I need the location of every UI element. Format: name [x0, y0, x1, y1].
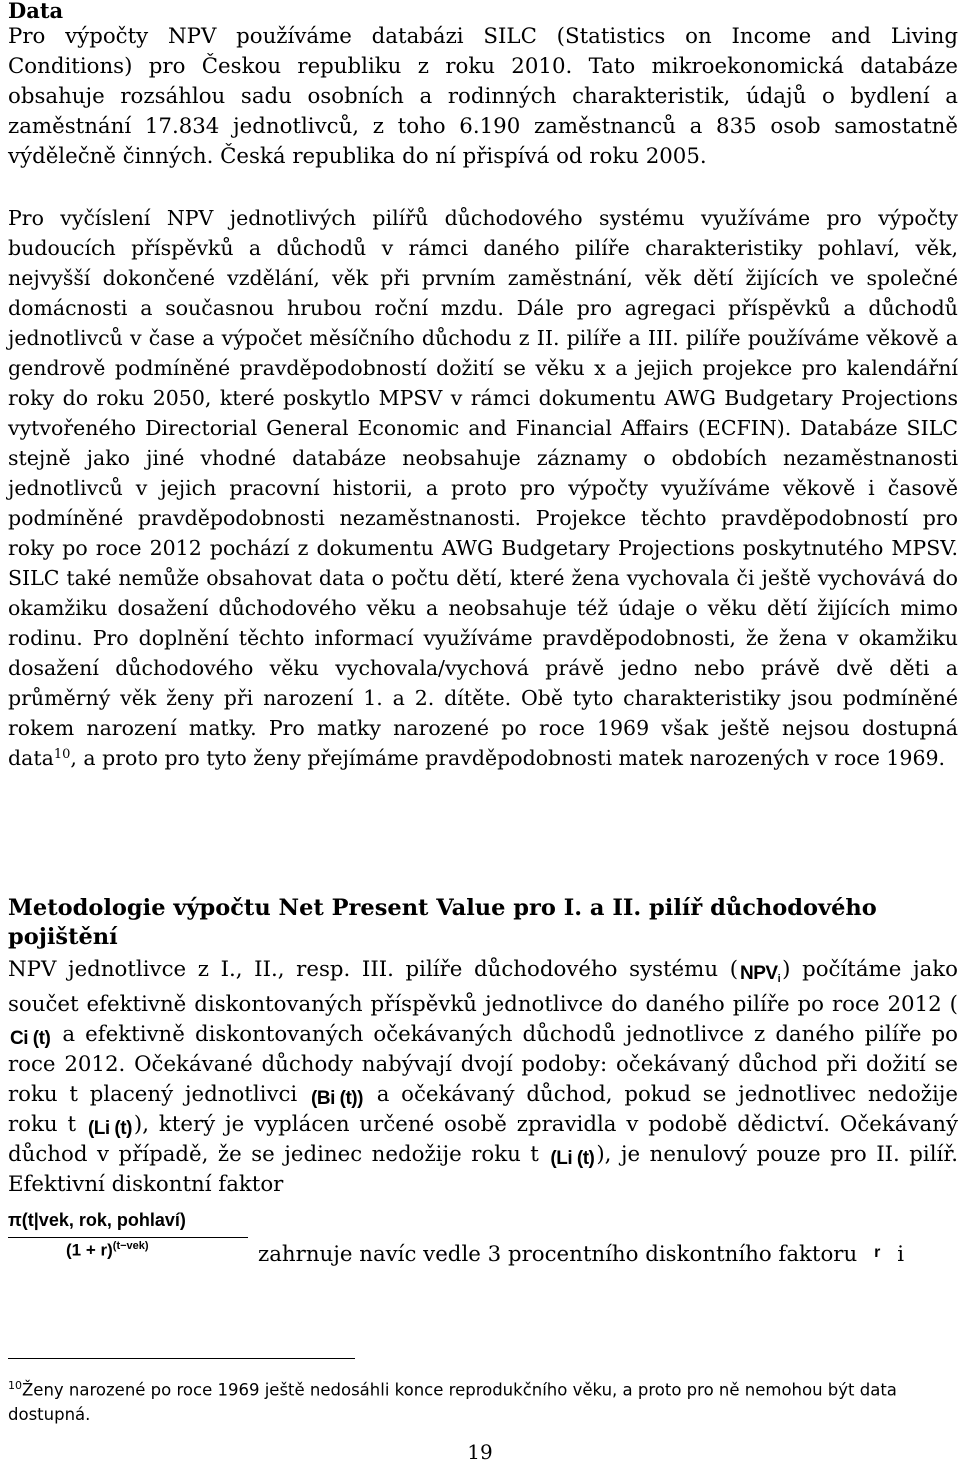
footnote-reference: 10 [53, 747, 71, 762]
paragraph-methodology [8, 955, 958, 1200]
formula-benefit-symbol [309, 1088, 365, 1110]
formula-inheritance-symbol-2 [548, 1148, 596, 1170]
formula-npv-symbol [738, 963, 782, 990]
footnote-text: Ženy narozené po roce 1969 ještě nedosáhli konce reprodukčního věku, a proto pro ně nemohou být data dostupná. [8, 1380, 897, 1424]
text-segment: ), je nenulový pouze pro II. pilíř. Efektivní diskontní faktor [8, 1142, 958, 1197]
formula-text: i (t)) [330, 1088, 363, 1109]
formula-text: C [10, 1028, 24, 1049]
paragraph-npv-method [8, 203, 958, 773]
formula-subscript: i [777, 973, 781, 985]
formula-rate-symbol: r [874, 1244, 881, 1261]
paragraph-continuation [258, 1238, 958, 1270]
formula-discount-factor [8, 1210, 248, 1262]
formula-denominator [66, 1240, 149, 1261]
text-segment: ), který je vyplácen určené osobě zpravidla v podobě dědictví. Očekávaný důchod v případě, že se jedinec nedožije roku t [8, 1112, 958, 1167]
paragraph-data-source: Pro výpočty NPV používáme databázi SILC (Statistics on Income and Living Conditions) pro Českou republiku z roku 2010. Tato mikroekonomická databáze obsahuje rozsáhlou sadu osobních a rodinných charakteristik, údajů o bydlení a zaměstnání 17.834 jednotlivců, z toho 6.190 zaměstnanců a 835 osob samostatně výdělečně činných. Česká republika do ní přispívá od roku 2005. [8, 24, 958, 169]
text-segment: a očekávaný důchod, pokud se jednotlivec nedožije roku t [8, 1082, 959, 1137]
formula-text: (1 + r) [66, 1240, 113, 1260]
formula-text: i (t) [23, 1028, 51, 1049]
formula-fraction-bar [8, 1237, 248, 1238]
formula-text: i (t) [567, 1148, 595, 1169]
text-segment: NPV jednotlivce z I., II., resp. III. pilíře důchodového systému ( [8, 957, 739, 982]
section-heading-methodology: Metodologie výpočtu Net Present Value pro I. a II. pilíř důchodového pojištění [8, 895, 877, 950]
section-heading-data: Data [8, 0, 64, 23]
formula-text: (B [311, 1088, 331, 1109]
text-segment: zahrnuje navíc vedle 3 procentního diskontního faktoru [258, 1242, 858, 1267]
text-segment: ) počítáme jako součet efektivně diskontovaných příspěvků jednotlivce do daného pilíře po roce 2012 ( [8, 957, 959, 1017]
text-segment: a efektivně diskontovaných očekávaných důchodů jednotlivce z daného pilíře po roce 2012. Očekávané důchody nabývají dvojí podoby: očekávaný důchod při dožití se roku t placený jednotlivci [8, 1022, 958, 1107]
paragraph-text: Pro vyčíslení NPV jednotlivých pilířů důchodového systému využíváme pro výpočty budoucích příspěvků a důchodů v rámci daného pilíře charakteristiky pohlaví, věk, nejvyšší dokončené vzdělání, věk při prvním zaměstnání, věk dětí žijících ve společné domácnosti a současnou hrubou roční mzdu. Dále pro agregaci příspěvků a důchodů jednotlivců v čase a výpočet měsíčního důchodu z II. pilíře a III. pilíře používáme věkově a gendrově podmíněné pravděpodobností dožití se věku x a jejich projekce pro kalendářní roky do roku 2050, které poskytlo MPSV v rámci dokumentu AWG Budgetary Projections vytvořeného Directorial General Economic and Financial Affairs (ECFIN). Databáze SILC stejně jako jiné vhodné databáze neobsahuje záznamy o obdobích nezaměstnanosti jednotlivců v jejich pracovní historii, a proto pro výpočty využíváme věkově i časově podmíněné pravděpodobnosti nezaměstnanosti. Projekce těchto pravděpodobností pro roky po roce 2012 pochází z dokumentu AWG Budgetary Projections poskytnutého MPSV. SILC také nemůže obsahovat data o počtu dětí, které žena vychovala či ještě vychovává do okamžiku dosažení důchodového věku a neobsahuje též údaje o věku dětí žijících mimo rodinu. Pro doplnění těchto informací využíváme pravděpodobnosti, že žena v okamžiku dosažení důchodového věku vychovala/vychová právě jedno nebo právě dvě děti a průměrný věk ženy při narození 1. a 2. dítěte. Obě tyto charakteristiky jsou podmíněné rokem narození matky. Pro matky narozené po roce 1969 však ještě nejsou dostupná data [8, 206, 958, 770]
footnote-divider [8, 1358, 355, 1359]
text-segment: i [897, 1242, 905, 1267]
paragraph-text-end: , a proto pro tyto ženy přejímáme pravděpodobnosti matek narozených v roce 1969. [70, 746, 946, 770]
formula-contribution-symbol [8, 1028, 52, 1050]
formula-text: (L [550, 1148, 568, 1169]
page-number: 19 [467, 1440, 493, 1464]
footnote [8, 1374, 958, 1427]
formula-numerator: π(t|vek, rok, pohlaví) [8, 1210, 186, 1230]
formula-inheritance-symbol [86, 1118, 134, 1140]
footnote-number: 10 [8, 1379, 22, 1392]
formula-text: (L [87, 1118, 105, 1139]
formula-exponent: (t−vek) [112, 1240, 149, 1252]
formula-text: NPV [740, 963, 778, 984]
formula-text: i (t) [104, 1118, 132, 1139]
